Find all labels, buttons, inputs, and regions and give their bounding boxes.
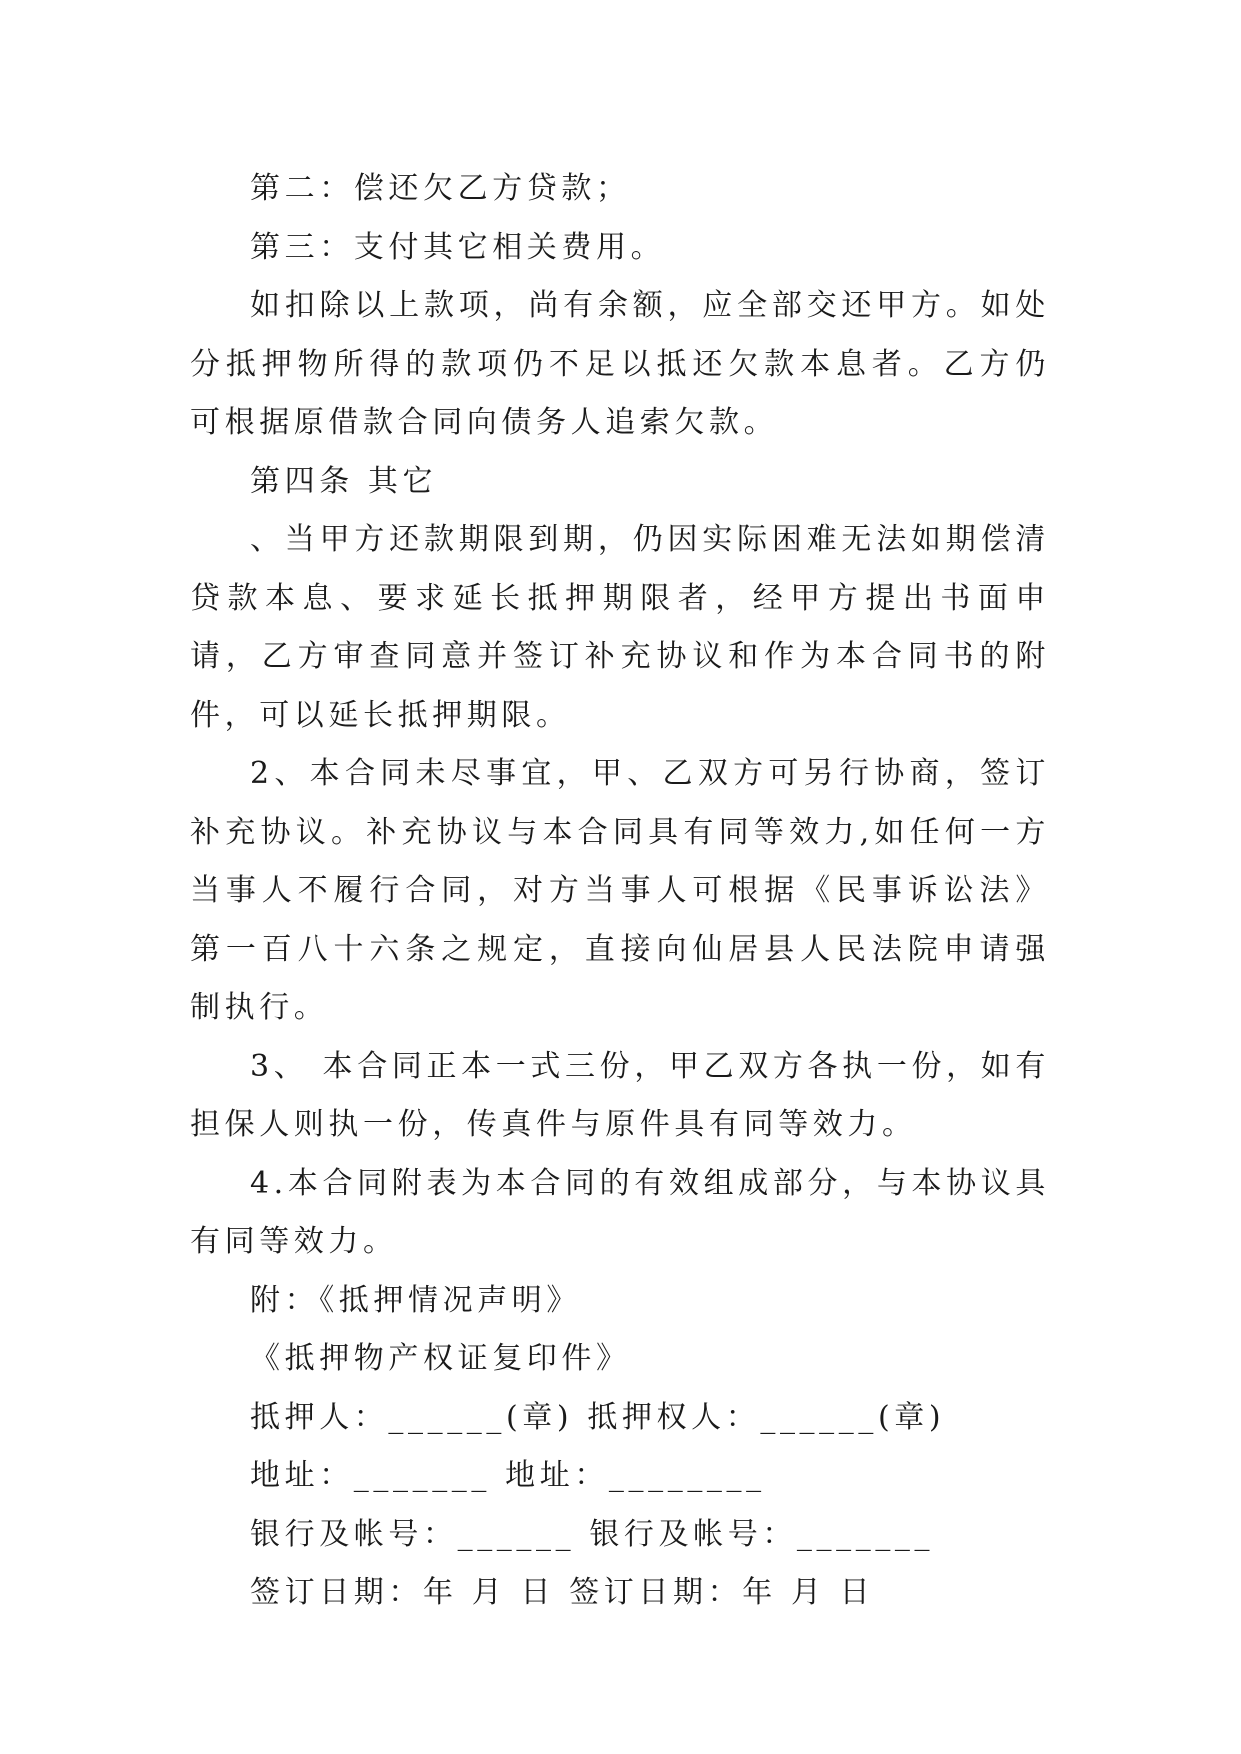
signature-address: 地址：_______ 地址：________ [250, 1458, 766, 1493]
clause-extension: 、当甲方还款期限到期，仍因实际困难无法如期偿清贷款本息、要求延长抵押期限者，经甲方提出书面申请，乙方审查同意并签订补充协议和作为本合同书的附件，可以延长抵押期限。 [190, 522, 1050, 733]
clause-supplementary: 2、本合同未尽事宜，甲、乙双方可另行协商，签订补充协议。补充协议与本合同具有同等效力,如任何一方当事人不履行合同，对方当事人可根据《民事诉讼法》第一百八十六条之规定，直接向仙居县人民法院申请强制执行。 [190, 756, 1050, 1025]
clause-remaining-balance: 如扣除以上款项，尚有余额，应全部交还甲方。如处分抵押物所得的款项仍不足以抵还欠款本息者。乙方仍可根据原借款合同向债务人追索欠款。 [190, 288, 1050, 440]
signature-parties: 抵押人：______(章) 抵押权人：______(章) [250, 1399, 946, 1435]
clause-other-fees: 第三：支付其它相关费用。 [250, 229, 666, 265]
clause-attachments: 4.本合同附表为本合同的有效组成部分，与本协议具有同等效力。 [190, 1165, 1050, 1259]
attachment-statement: 附：《抵押情况声明》 [250, 1282, 581, 1318]
article-four-heading: 第四条 其它 [250, 463, 438, 499]
signature-bank-account: 银行及帐号：______ 银行及帐号：_______ [250, 1516, 935, 1552]
contract-body [190, 160, 1050, 1623]
clause-repay-loan: 第二：偿还欠乙方贷款； [250, 171, 631, 206]
signature-date: 签订日期：年 月 日 签订日期：年 月 日 [250, 1575, 875, 1610]
clause-copies: 3、 本合同正本一式三份，甲乙双方各执一份，如有担保人则执一份，传真件与原件具有同等效力。 [190, 1048, 1050, 1142]
attachment-title-copy: 《抵押物产权证复印件》 [250, 1341, 631, 1376]
